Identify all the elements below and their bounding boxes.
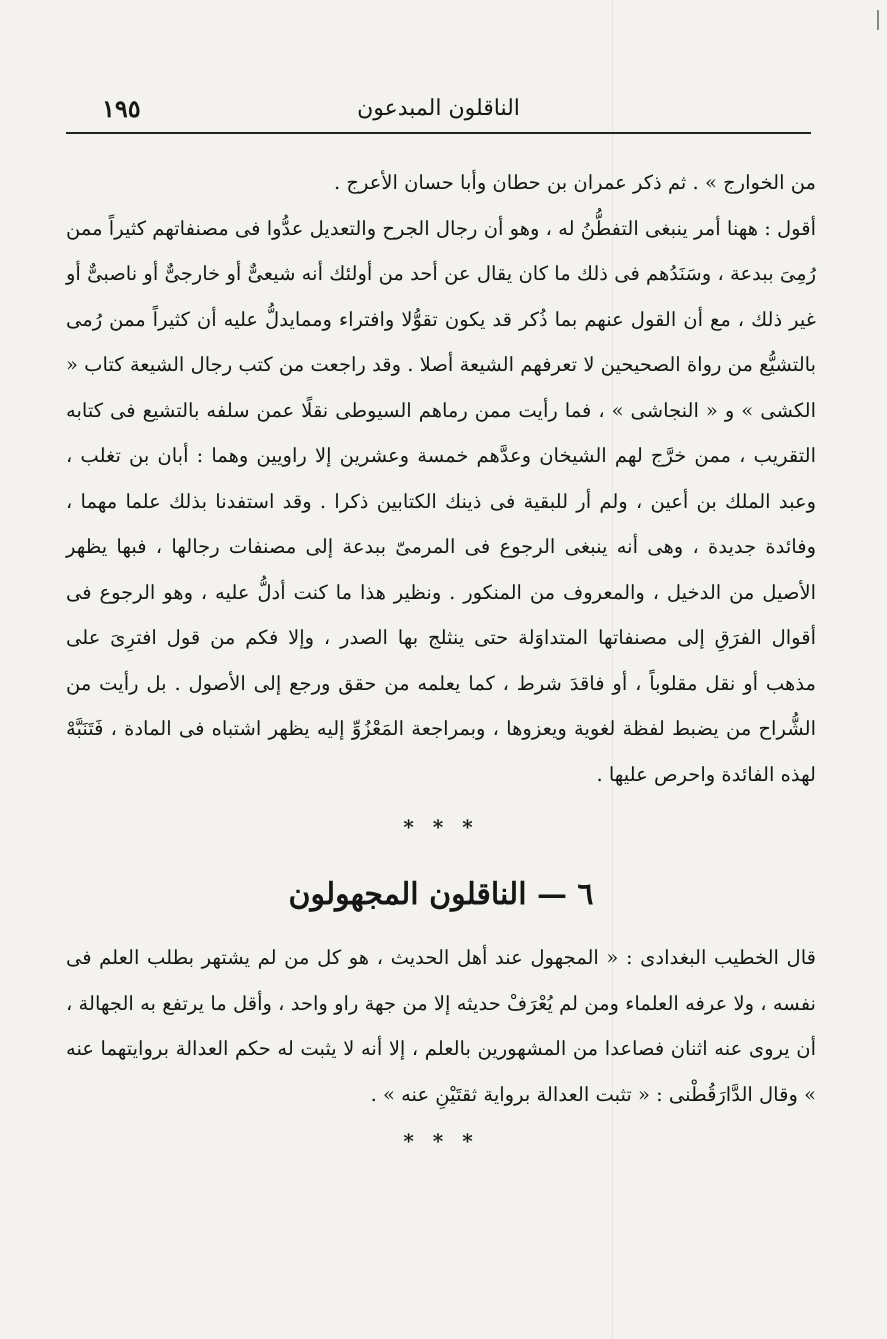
paragraph-2: أقول : ههنا أمر ينبغى التفطُّنُ له ، وهو أن رجال الجرح والتعديل عدُّوا فى مصنفاتهم كثيراً ممن رُمِىَ ببدعة ، وسَنَدُهم فى ذلك ما كان يقال عن أحد من أولئك أنه شيعىٌّ أو خارجىٌّ أو ناصبىٌّ أو غير ذلك ، مع أن القول عنهم بما ذُكر قد يكون تقوُّلا وافتراء وممايدلُّ عليه أن كثيراً ممن رُمى بالتشيُّع من رواة الصحيحين لا تعرفهم الشيعة أصلا . وقد راجعت من كتب رجال الشيعة كتاب « الكشى » و « النجاشى » ، فما رأيت ممن رماهم السيوطى نقلًا عمن سلفه بالتشيع فى كتابه التقريب ، ممن خرَّج لهم الشيخان وعدَّهم خمسة وعشرين إلا راويين وهما : أبان بن تغلب ، وعبد الملك بن أعين ، ولم أر للبقية فى ذينك الكتابين ذكرا . وقد استفدنا بذلك علما مهما ، وفائدة جديدة ، وهى أنه ينبغى الرجوع فى المرمىّ ببدعة إلى مصنفات رجالها ، فبها يظهر الأصيل من الدخيل ، والمعروف من المنكور . ونظير هذا ما كنت أدلُّ عليه ، وهو الرجوع فى أقوال الفرَقِ إلى مصنفاتها المتداوَلة حتى ينثلج بها الصدر ، وإلا فكم من قول افترِىَ على مذهب أو نقل مقلوباً ، أو فاقدَ شرط ، كما يعلمه من حقق ورجع إلى الأصول . بل رأيت من الشُّراح من يضبط لفظة لغوية ويعزوها ، وبمراجعة المَعْزُوِّ إليه يظهر اشتباه فى المادة ، فَتَنَبَّهْ لهذه الفائدة واحرص عليها . [66,216,817,786]
paragraph-1: من الخوارج » . ثم ذكر عمران بن حطان وأبا حسان الأعرج . [334,171,816,194]
edge-mark [877,10,879,30]
section-separator: * * * [403,815,479,839]
end-separator: * * * [403,1129,479,1153]
section-paragraph: قال الخطيب البغدادى : « المجهول عند أهل الحديث ، هو كل من لم يشتهر بطلب العلم فى نفسه ، ولا عرفه العلماء ومن لم يُعْرَفْ حديثه إلا من جهة راو واحد ، وأقل ما يرتفع به الجهالة ، أن يروى عنه اثنان فصاعدا من المشهورين بالعلم ، إلا أنه لا يثبت له حكم العدالة بروايتهما عنه » وقال الدَّارَقُطْنى : « تثبت العدالة برواية ثقتَيْنِ عنه » . [66,946,816,1106]
section-heading: ٦ — الناقلون المجهولون [288,877,594,912]
page-header [66,92,811,134]
running-title: الناقلون المبدعون [357,96,520,121]
page-number: ١٩٥ [102,94,141,123]
page-content [66,160,816,1161]
